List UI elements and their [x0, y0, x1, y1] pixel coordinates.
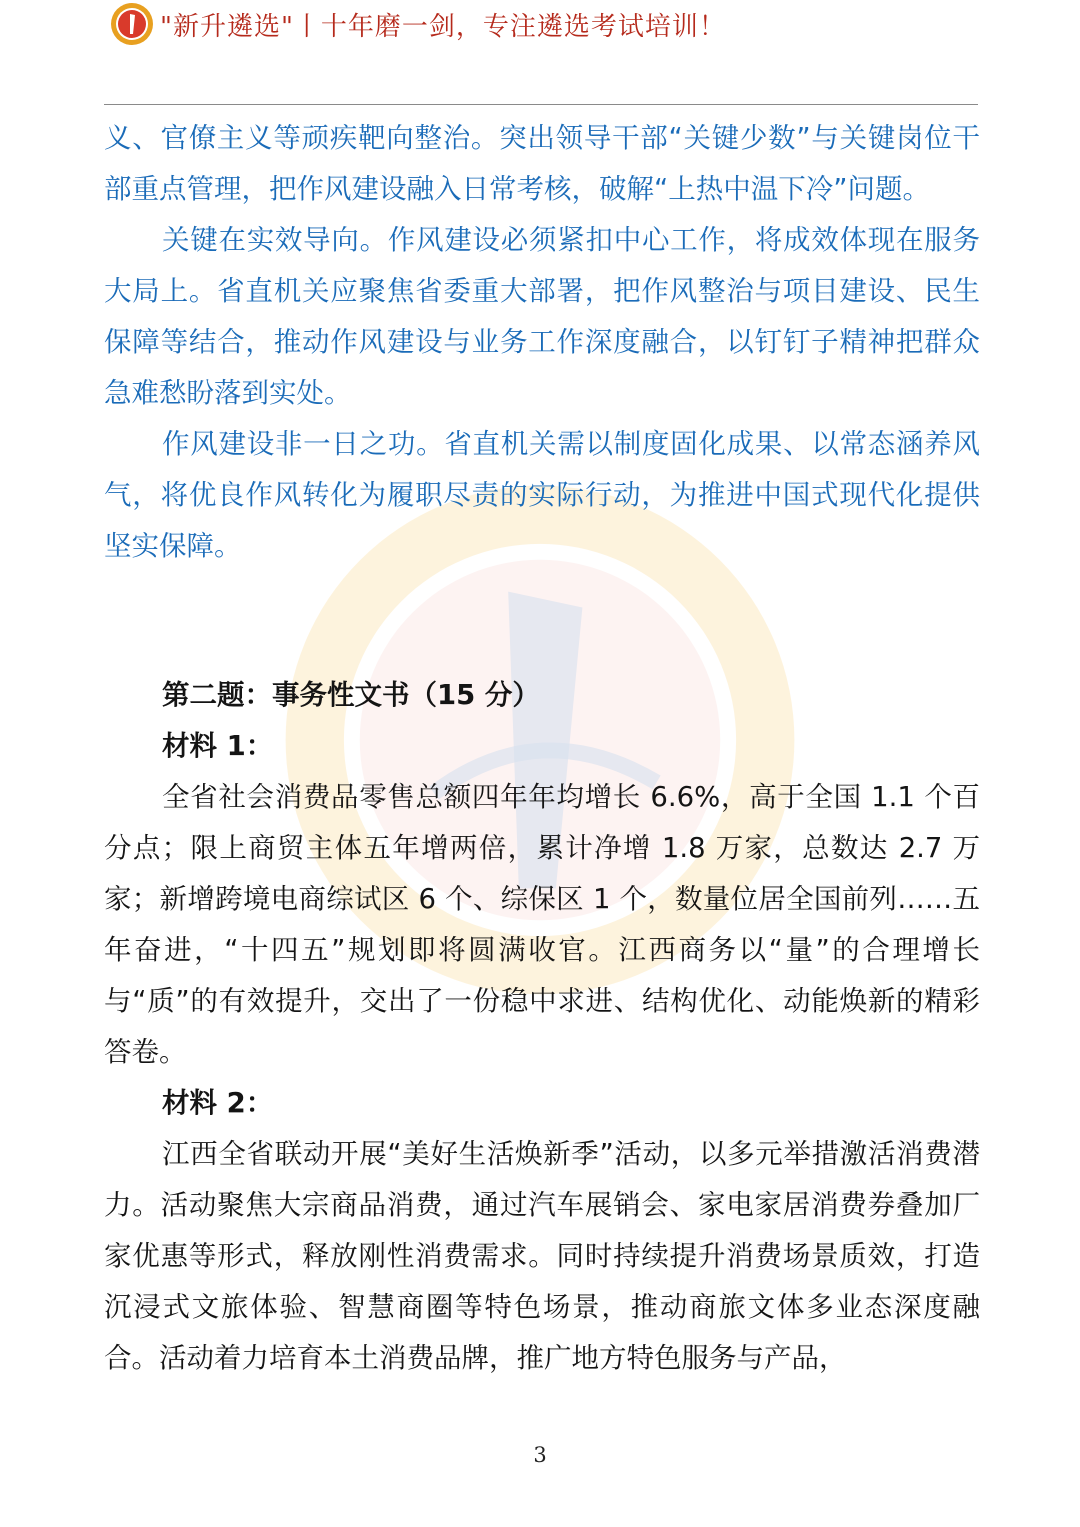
paragraph: 义、官僚主义等顽疾靶向整治。突出领导干部“关键少数”与关键岗位干部重点管理，把作风建设融入日常考核，破解“上热中温下冷”问题。 [104, 122, 980, 205]
material-2-body [104, 1129, 980, 1384]
material-1-label: 材料 1： [162, 730, 274, 762]
material-2-label: 材料 2： [162, 1087, 274, 1119]
question-title: 第二题：事务性文书（15 分） [162, 679, 540, 711]
header-slogan: "新升遴选"丨十年磨一剑，专注遴选考试培训！ [160, 12, 726, 42]
paragraph: 作风建设非一日之功。省直机关需以制度固化成果、以常态涵养风气，将优良作风转化为履职尽责的实际行动，为推进中国式现代化提供坚实保障。 [104, 428, 980, 562]
page-header [104, 56, 978, 105]
paragraph: 全省社会消费品零售总额四年年均增长 6.6%，高于全国 1.1 个百分点；限上商贸主体五年增两倍，累计净增 1.8 万家，总数达 2.7 万家；新增跨境电商综试区 6 个、综保区 1 个，数量位居全国前列……五年奋进，“十四五”规划即将圆满收官。江西商务以“量”的合理增长与“质”的有效提升，交出了一份稳中求进、结构优化、动能焕新的精彩答卷。 [104, 781, 980, 1068]
page-number: 3 [533, 1443, 547, 1467]
paragraph: 江西全省联动开展“美好生活焕新季”活动，以多元举措激活消费潜力。活动聚焦大宗商品消费，通过汽车展销会、家电家居消费券叠加厂家优惠等形式，释放刚性消费需求。同时持续提升消费场景质效，打造沉浸式文旅体验、智慧商圈等特色场景，推动商旅文体多业态深度融合。活动着力培育本土消费品牌，推广地方特色服务与产品， [104, 1138, 980, 1374]
paragraph: 关键在实效导向。作风建设必须紧扣中心工作，将成效体现在服务大局上。省直机关应聚焦省委重大部署，把作风整治与项目建设、民生保障等结合，推动作风建设与业务工作深度融合，以钉钉子精神把群众急难愁盼落到实处。 [104, 224, 980, 409]
material-1-body [104, 772, 980, 1078]
essay-continuation [104, 113, 980, 572]
logo-icon [110, 2, 154, 46]
